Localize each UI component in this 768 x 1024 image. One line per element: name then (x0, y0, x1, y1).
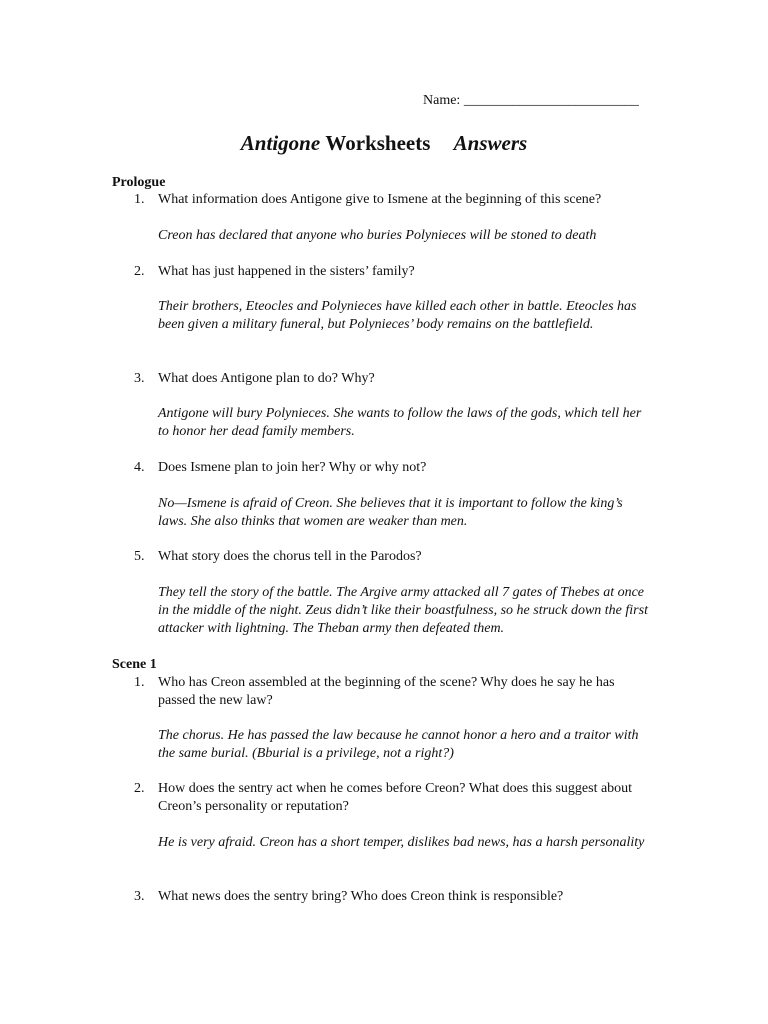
question-number: 1. (134, 192, 145, 207)
answer-text: They tell the story of the battle. The Argive army attacked all 7 gates of Thebes at once in the middle of the night. Zeus didn’t like their boastfulness, so he struck down the first attacker with lightning. The Theban army then defeated them. (158, 585, 648, 636)
answer-text: Antigone will bury Polynieces. She wants to follow the laws of the gods, which tell her to honor her dead family members. (158, 406, 642, 439)
question-text: What does Antigone plan to do? Why? (158, 371, 375, 386)
question-number: 2. (134, 264, 145, 279)
answer-text: Creon has declared that anyone who buries Polynieces will be stoned to death (158, 228, 597, 243)
question-item (134, 370, 654, 388)
question-number: 4. (134, 460, 145, 475)
question-item (134, 888, 654, 906)
answer-text: He is very afraid. Creon has a short temper, dislikes bad news, has a harsh personality (158, 835, 645, 850)
question-text: What story does the chorus tell in the Parodos? (158, 549, 422, 564)
question-text: Does Ismene plan to join her? Why or why not? (158, 460, 427, 475)
question-text: Who has Creon assembled at the beginning of the scene? Why does he say he has passed the new law? (158, 675, 615, 708)
section-heading-prologue: Prologue (112, 175, 166, 190)
answer-text: No—Ismene is afraid of Creon. She believes that it is important to follow the king’s laws. She also thinks that women are weaker than men. (158, 496, 623, 529)
page-title (0, 129, 768, 157)
title-worksheets: Worksheets (325, 131, 431, 155)
question-number: 1. (134, 675, 145, 690)
question-text: How does the sentry act when he comes before Creon? What does this suggest about Creon’s personality or reputation? (158, 781, 633, 814)
title-play-name: Antigone (240, 131, 321, 155)
question-item (134, 548, 654, 566)
question-item (134, 263, 654, 281)
question-number: 5. (134, 549, 145, 564)
question-text: What has just happened in the sisters’ family? (158, 264, 415, 279)
question-text: What news does the sentry bring? Who does Creon think is responsible? (158, 889, 564, 904)
section-heading-scene-1: Scene 1 (112, 657, 157, 672)
answer-text: The chorus. He has passed the law because he cannot honor a hero and a traitor with the same burial. (Bburial is a privilege, not a right?) (158, 728, 639, 761)
title-answers: Answers (453, 131, 528, 155)
question-item (134, 674, 654, 710)
question-number: 3. (134, 889, 145, 904)
question-number: 3. (134, 371, 145, 386)
question-text: What information does Antigone give to Ismene at the beginning of this scene? (158, 192, 602, 207)
question-item (134, 780, 654, 816)
question-item (134, 459, 654, 477)
name-field-label: Name: _________________________ (423, 93, 639, 108)
question-item (134, 191, 654, 209)
answer-text: Their brothers, Eteocles and Polynieces have killed each other in battle. Eteocles has been given a military funeral, but Polynieces’ body remains on the battlefield. (158, 299, 637, 332)
question-number: 2. (134, 781, 145, 796)
